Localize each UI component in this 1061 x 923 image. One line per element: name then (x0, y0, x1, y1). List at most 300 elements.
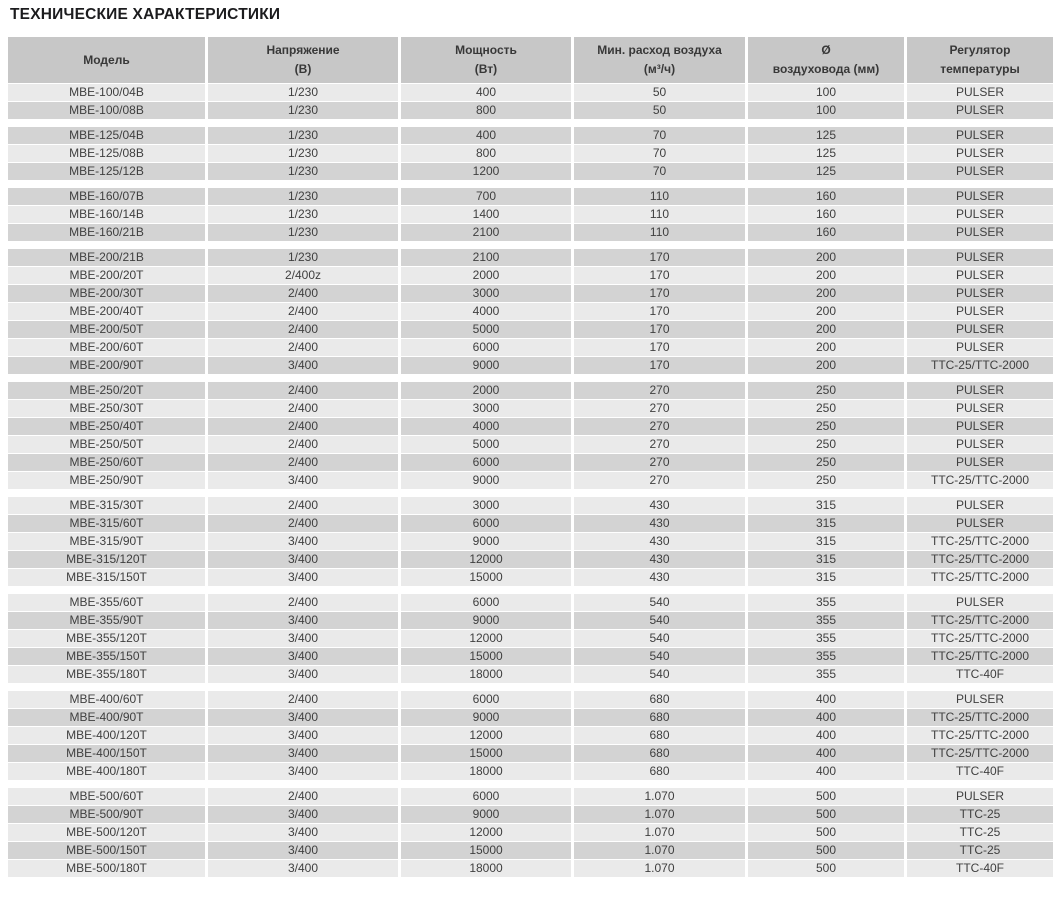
cell-voltage: 2/400 (208, 321, 398, 338)
cell-model: MBE-250/20T (8, 382, 205, 399)
cell-model: MBE-200/50T (8, 321, 205, 338)
cell-power: 2000 (401, 382, 571, 399)
table-row (8, 709, 1053, 726)
cell-model: MBE-355/120T (8, 630, 205, 647)
cell-power: 800 (401, 102, 571, 119)
table-row (8, 303, 1053, 320)
group-separator-cell (8, 120, 1053, 126)
table-row (8, 806, 1053, 823)
cell-model: MBE-500/120T (8, 824, 205, 841)
table-row (8, 285, 1053, 302)
cell-duct: 160 (748, 206, 904, 223)
cell-regulator: PULSER (907, 303, 1053, 320)
cell-model: MBE-400/180T (8, 763, 205, 780)
cell-power: 400 (401, 127, 571, 144)
cell-model: MBE-250/50T (8, 436, 205, 453)
cell-duct: 250 (748, 472, 904, 489)
cell-regulator: TTC-25/TTC-2000 (907, 727, 1053, 744)
cell-voltage: 1/230 (208, 145, 398, 162)
table-row (8, 206, 1053, 223)
table-row (8, 612, 1053, 629)
cell-airflow: 50 (574, 84, 745, 101)
cell-regulator: TTC-25/TTC-2000 (907, 551, 1053, 568)
cell-airflow: 270 (574, 472, 745, 489)
cell-airflow: 1.070 (574, 806, 745, 823)
cell-duct: 315 (748, 497, 904, 514)
cell-voltage: 3/400 (208, 612, 398, 629)
cell-regulator: PULSER (907, 515, 1053, 532)
cell-regulator: PULSER (907, 163, 1053, 180)
cell-regulator: PULSER (907, 594, 1053, 611)
cell-voltage: 3/400 (208, 763, 398, 780)
cell-model: MBE-400/90T (8, 709, 205, 726)
cell-power: 9000 (401, 612, 571, 629)
cell-regulator: PULSER (907, 224, 1053, 241)
cell-regulator: PULSER (907, 206, 1053, 223)
cell-voltage: 3/400 (208, 630, 398, 647)
cell-power: 3000 (401, 497, 571, 514)
table-row (8, 842, 1053, 859)
cell-duct: 355 (748, 648, 904, 665)
cell-regulator: PULSER (907, 339, 1053, 356)
cell-voltage: 2/400 (208, 339, 398, 356)
cell-voltage: 3/400 (208, 727, 398, 744)
cell-voltage: 3/400 (208, 745, 398, 762)
cell-model: MBE-355/60T (8, 594, 205, 611)
cell-model: MBE-400/60T (8, 691, 205, 708)
table-row (8, 551, 1053, 568)
cell-airflow: 680 (574, 709, 745, 726)
cell-voltage: 3/400 (208, 648, 398, 665)
cell-voltage: 2/400 (208, 285, 398, 302)
cell-regulator: TTC-25/TTC-2000 (907, 569, 1053, 586)
cell-power: 2100 (401, 249, 571, 266)
cell-duct: 400 (748, 691, 904, 708)
cell-model: MBE-315/150T (8, 569, 205, 586)
cell-airflow: 680 (574, 727, 745, 744)
cell-duct: 125 (748, 127, 904, 144)
cell-airflow: 110 (574, 224, 745, 241)
table-row (8, 569, 1053, 586)
cell-duct: 355 (748, 612, 904, 629)
cell-power: 12000 (401, 824, 571, 841)
cell-airflow: 170 (574, 267, 745, 284)
table-row (8, 339, 1053, 356)
column-header-voltage (208, 37, 398, 83)
group-separator-cell (8, 781, 1053, 787)
cell-duct: 500 (748, 824, 904, 841)
cell-power: 1400 (401, 206, 571, 223)
cell-duct: 315 (748, 569, 904, 586)
cell-voltage: 1/230 (208, 84, 398, 101)
cell-power: 4000 (401, 418, 571, 435)
cell-model: MBE-100/04B (8, 84, 205, 101)
cell-duct: 200 (748, 339, 904, 356)
group-separator (8, 242, 1053, 248)
table-row (8, 188, 1053, 205)
cell-airflow: 170 (574, 303, 745, 320)
cell-duct: 500 (748, 788, 904, 805)
cell-regulator: PULSER (907, 691, 1053, 708)
table-row (8, 454, 1053, 471)
cell-voltage: 3/400 (208, 357, 398, 374)
cell-voltage: 3/400 (208, 824, 398, 841)
cell-power: 5000 (401, 436, 571, 453)
column-header-duct (748, 37, 904, 83)
cell-airflow: 270 (574, 382, 745, 399)
table-row (8, 788, 1053, 805)
cell-power: 3000 (401, 285, 571, 302)
cell-voltage: 2/400 (208, 691, 398, 708)
cell-model: MBE-200/40T (8, 303, 205, 320)
cell-duct: 200 (748, 357, 904, 374)
cell-airflow: 270 (574, 454, 745, 471)
specs-table (5, 36, 1056, 878)
cell-regulator: TTC-25/TTC-2000 (907, 630, 1053, 647)
cell-model: MBE-125/12B (8, 163, 205, 180)
table-body (8, 84, 1053, 877)
group-separator-cell (8, 242, 1053, 248)
cell-power: 15000 (401, 648, 571, 665)
cell-regulator: PULSER (907, 285, 1053, 302)
table-row (8, 145, 1053, 162)
cell-voltage: 2/400 (208, 515, 398, 532)
cell-voltage: 3/400 (208, 860, 398, 877)
cell-model: MBE-160/14B (8, 206, 205, 223)
cell-power: 9000 (401, 533, 571, 550)
cell-voltage: 2/400 (208, 454, 398, 471)
group-separator (8, 684, 1053, 690)
group-separator (8, 120, 1053, 126)
cell-power: 12000 (401, 630, 571, 647)
table-row (8, 691, 1053, 708)
table-row (8, 357, 1053, 374)
cell-airflow: 170 (574, 249, 745, 266)
cell-airflow: 680 (574, 763, 745, 780)
column-header-line: (м³/ч) (643, 62, 676, 76)
cell-power: 9000 (401, 472, 571, 489)
cell-duct: 100 (748, 102, 904, 119)
cell-airflow: 430 (574, 533, 745, 550)
table-row (8, 249, 1053, 266)
column-header-line: (В) (294, 62, 312, 76)
cell-airflow: 110 (574, 206, 745, 223)
cell-regulator: PULSER (907, 418, 1053, 435)
cell-duct: 400 (748, 727, 904, 744)
table-row (8, 127, 1053, 144)
cell-voltage: 1/230 (208, 102, 398, 119)
cell-duct: 200 (748, 285, 904, 302)
group-separator (8, 375, 1053, 381)
cell-duct: 400 (748, 763, 904, 780)
cell-model: MBE-200/30T (8, 285, 205, 302)
cell-model: MBE-355/150T (8, 648, 205, 665)
column-header-model (8, 37, 205, 83)
cell-duct: 355 (748, 666, 904, 683)
cell-voltage: 2/400 (208, 436, 398, 453)
cell-duct: 250 (748, 418, 904, 435)
cell-duct: 200 (748, 267, 904, 284)
cell-model: MBE-100/08B (8, 102, 205, 119)
cell-power: 4000 (401, 303, 571, 320)
table-row (8, 163, 1053, 180)
group-separator (8, 587, 1053, 593)
cell-duct: 250 (748, 400, 904, 417)
cell-airflow: 1.070 (574, 824, 745, 841)
cell-model: MBE-315/60T (8, 515, 205, 532)
cell-regulator: PULSER (907, 321, 1053, 338)
cell-voltage: 1/230 (208, 206, 398, 223)
cell-model: MBE-200/90T (8, 357, 205, 374)
cell-airflow: 170 (574, 357, 745, 374)
cell-duct: 250 (748, 454, 904, 471)
header-row (8, 37, 1053, 83)
table-row (8, 666, 1053, 683)
cell-voltage: 2/400 (208, 418, 398, 435)
cell-regulator: PULSER (907, 382, 1053, 399)
cell-regulator: PULSER (907, 84, 1053, 101)
cell-voltage: 2/400 (208, 382, 398, 399)
table-header (8, 37, 1053, 83)
cell-voltage: 1/230 (208, 224, 398, 241)
cell-regulator: PULSER (907, 436, 1053, 453)
cell-voltage: 1/230 (208, 188, 398, 205)
column-header-line: Мин. расход воздуха (597, 43, 722, 57)
cell-regulator: TTC-25/TTC-2000 (907, 533, 1053, 550)
cell-airflow: 170 (574, 285, 745, 302)
group-separator (8, 181, 1053, 187)
cell-model: MBE-250/90T (8, 472, 205, 489)
table-row (8, 436, 1053, 453)
cell-voltage: 1/230 (208, 249, 398, 266)
cell-voltage: 3/400 (208, 533, 398, 550)
cell-model: MBE-160/07B (8, 188, 205, 205)
cell-model: MBE-250/30T (8, 400, 205, 417)
cell-airflow: 70 (574, 127, 745, 144)
cell-voltage: 3/400 (208, 806, 398, 823)
table-row (8, 497, 1053, 514)
cell-power: 5000 (401, 321, 571, 338)
cell-duct: 160 (748, 188, 904, 205)
cell-duct: 125 (748, 145, 904, 162)
cell-duct: 400 (748, 745, 904, 762)
cell-airflow: 540 (574, 612, 745, 629)
cell-model: MBE-200/60T (8, 339, 205, 356)
cell-power: 800 (401, 145, 571, 162)
cell-voltage: 3/400 (208, 569, 398, 586)
table-row (8, 400, 1053, 417)
cell-regulator: TTC-25 (907, 824, 1053, 841)
cell-duct: 315 (748, 533, 904, 550)
table-row (8, 594, 1053, 611)
group-separator (8, 490, 1053, 496)
cell-duct: 500 (748, 842, 904, 859)
cell-duct: 125 (748, 163, 904, 180)
cell-voltage: 1/230 (208, 127, 398, 144)
cell-airflow: 1.070 (574, 788, 745, 805)
cell-power: 9000 (401, 357, 571, 374)
cell-airflow: 1.070 (574, 860, 745, 877)
cell-duct: 355 (748, 630, 904, 647)
table-row (8, 648, 1053, 665)
cell-airflow: 170 (574, 339, 745, 356)
cell-model: MBE-315/30T (8, 497, 205, 514)
table-row (8, 267, 1053, 284)
column-header-power (401, 37, 571, 83)
cell-airflow: 540 (574, 666, 745, 683)
cell-regulator: PULSER (907, 145, 1053, 162)
table-row (8, 472, 1053, 489)
column-header-line: Напряжение (266, 43, 340, 57)
table-row (8, 515, 1053, 532)
column-header-line: Мощность (455, 43, 517, 57)
cell-duct: 400 (748, 709, 904, 726)
cell-model: MBE-125/04B (8, 127, 205, 144)
cell-duct: 200 (748, 321, 904, 338)
cell-voltage: 3/400 (208, 666, 398, 683)
cell-model: MBE-200/20T (8, 267, 205, 284)
cell-model: MBE-500/180T (8, 860, 205, 877)
page-title: ТЕХНИЧЕСКИЕ ХАРАКТЕРИСТИКИ (10, 6, 281, 23)
cell-regulator: TTC-40F (907, 666, 1053, 683)
column-header-line: (Вт) (474, 62, 498, 76)
cell-power: 700 (401, 188, 571, 205)
cell-duct: 315 (748, 515, 904, 532)
cell-voltage: 2/400z (208, 267, 398, 284)
table-row (8, 533, 1053, 550)
cell-model: MBE-400/150T (8, 745, 205, 762)
column-header-line: Модель (83, 52, 130, 67)
cell-duct: 100 (748, 84, 904, 101)
cell-regulator: TTC-25/TTC-2000 (907, 472, 1053, 489)
group-separator-cell (8, 490, 1053, 496)
table-row (8, 727, 1053, 744)
table-row (8, 102, 1053, 119)
cell-airflow: 70 (574, 145, 745, 162)
cell-airflow: 430 (574, 497, 745, 514)
cell-regulator: TTC-40F (907, 763, 1053, 780)
cell-power: 18000 (401, 763, 571, 780)
cell-regulator: PULSER (907, 127, 1053, 144)
cell-model: MBE-315/90T (8, 533, 205, 550)
cell-airflow: 540 (574, 648, 745, 665)
cell-power: 18000 (401, 666, 571, 683)
cell-regulator: TTC-25/TTC-2000 (907, 709, 1053, 726)
table-row (8, 382, 1053, 399)
cell-power: 6000 (401, 515, 571, 532)
table-row (8, 321, 1053, 338)
table-row (8, 224, 1053, 241)
table-row (8, 630, 1053, 647)
cell-model: MBE-250/60T (8, 454, 205, 471)
cell-voltage: 2/400 (208, 400, 398, 417)
cell-power: 12000 (401, 727, 571, 744)
cell-duct: 200 (748, 303, 904, 320)
cell-airflow: 540 (574, 630, 745, 647)
cell-regulator: PULSER (907, 400, 1053, 417)
column-header-line: температуры (940, 62, 1020, 76)
cell-duct: 160 (748, 224, 904, 241)
cell-power: 9000 (401, 709, 571, 726)
cell-model: MBE-250/40T (8, 418, 205, 435)
cell-duct: 355 (748, 594, 904, 611)
group-separator-cell (8, 181, 1053, 187)
cell-voltage: 3/400 (208, 551, 398, 568)
cell-regulator: PULSER (907, 102, 1053, 119)
cell-power: 12000 (401, 551, 571, 568)
cell-voltage: 2/400 (208, 788, 398, 805)
cell-regulator: PULSER (907, 267, 1053, 284)
cell-power: 6000 (401, 594, 571, 611)
cell-voltage: 3/400 (208, 472, 398, 489)
cell-airflow: 270 (574, 436, 745, 453)
group-separator (8, 781, 1053, 787)
cell-airflow: 50 (574, 102, 745, 119)
cell-power: 2000 (401, 267, 571, 284)
cell-power: 18000 (401, 860, 571, 877)
cell-regulator: TTC-25/TTC-2000 (907, 648, 1053, 665)
cell-power: 15000 (401, 569, 571, 586)
table-row (8, 84, 1053, 101)
cell-regulator: PULSER (907, 788, 1053, 805)
cell-regulator: TTC-25/TTC-2000 (907, 612, 1053, 629)
cell-airflow: 110 (574, 188, 745, 205)
cell-duct: 200 (748, 249, 904, 266)
cell-model: MBE-500/150T (8, 842, 205, 859)
cell-airflow: 430 (574, 551, 745, 568)
cell-model: MBE-200/21B (8, 249, 205, 266)
cell-regulator: TTC-40F (907, 860, 1053, 877)
cell-regulator: PULSER (907, 497, 1053, 514)
cell-power: 6000 (401, 788, 571, 805)
cell-model: MBE-400/120T (8, 727, 205, 744)
cell-voltage: 2/400 (208, 594, 398, 611)
cell-airflow: 540 (574, 594, 745, 611)
cell-airflow: 680 (574, 691, 745, 708)
cell-power: 15000 (401, 842, 571, 859)
column-header-line: Ø (821, 43, 831, 57)
cell-duct: 250 (748, 436, 904, 453)
cell-regulator: PULSER (907, 249, 1053, 266)
column-header-regulator (907, 37, 1053, 83)
cell-regulator: PULSER (907, 188, 1053, 205)
cell-power: 15000 (401, 745, 571, 762)
cell-voltage: 3/400 (208, 842, 398, 859)
cell-model: MBE-355/180T (8, 666, 205, 683)
cell-airflow: 270 (574, 418, 745, 435)
cell-regulator: TTC-25/TTC-2000 (907, 357, 1053, 374)
cell-model: MBE-125/08B (8, 145, 205, 162)
cell-voltage: 3/400 (208, 709, 398, 726)
table-row (8, 763, 1053, 780)
cell-model: MBE-315/120T (8, 551, 205, 568)
group-separator-cell (8, 587, 1053, 593)
cell-duct: 500 (748, 806, 904, 823)
cell-model: MBE-500/90T (8, 806, 205, 823)
cell-regulator: TTC-25 (907, 842, 1053, 859)
cell-duct: 250 (748, 382, 904, 399)
cell-model: MBE-160/21B (8, 224, 205, 241)
cell-power: 2100 (401, 224, 571, 241)
cell-voltage: 2/400 (208, 497, 398, 514)
cell-regulator: TTC-25 (907, 806, 1053, 823)
cell-power: 6000 (401, 691, 571, 708)
cell-airflow: 680 (574, 745, 745, 762)
cell-airflow: 270 (574, 400, 745, 417)
column-header-line: Регулятор (949, 43, 1011, 57)
table-row (8, 824, 1053, 841)
cell-power: 400 (401, 84, 571, 101)
